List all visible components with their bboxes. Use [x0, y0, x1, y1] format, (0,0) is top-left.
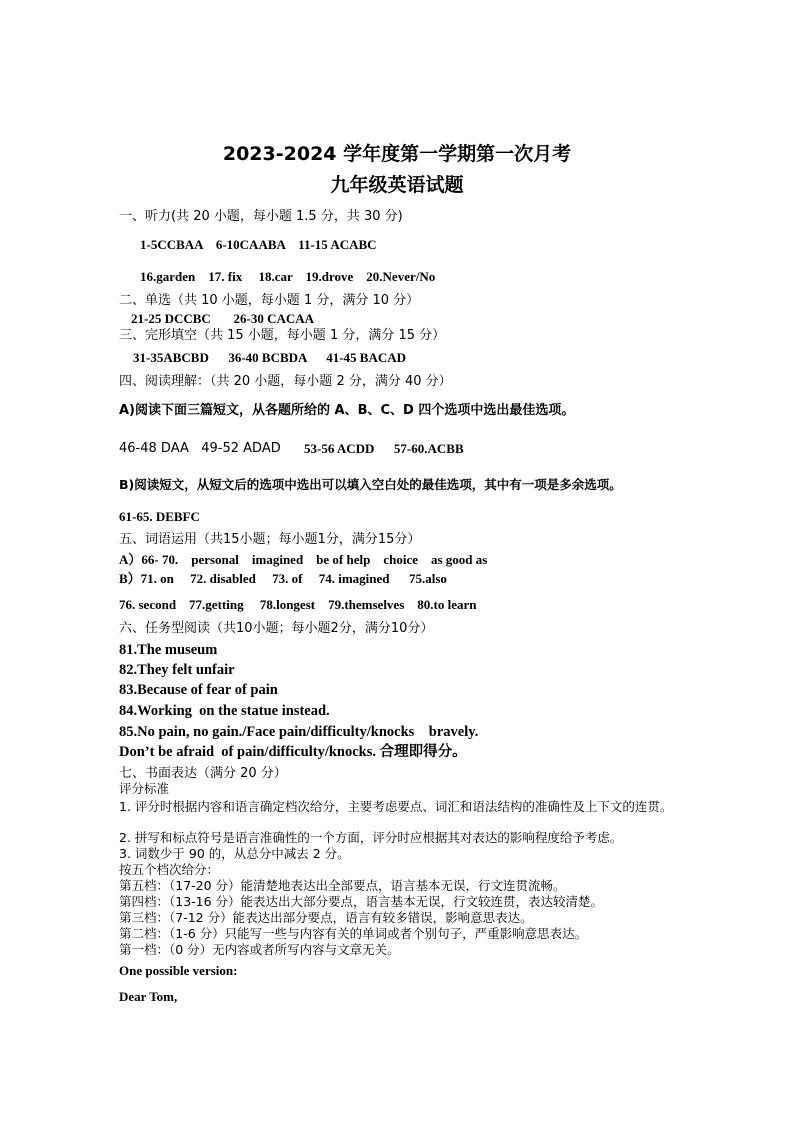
section-7-heading: 七、书面表达（满分 20 分） — [119, 766, 287, 781]
tier-2: 第二档：（1-6 分）只能写一些与内容有关的单词或者个别句子，严重影响意思表达。 — [119, 926, 588, 941]
answer-85-alt-text: Don’t be afraid of pain/difficulty/knocks. — [119, 744, 376, 760]
letter-greeting: Dear Tom, — [119, 989, 178, 1004]
tier-3: 第三档：（7-12 分）能表达出部分要点，语言有较多错误，影响意思表达。 — [119, 910, 533, 925]
scoring-rule-2: 2. 拼写和标点符号是语言准确性的一个方面，评分时应根据其对表达的影响程度给予考虑。 — [119, 830, 623, 845]
answer-85-alt — [119, 745, 467, 760]
answer-85: 85.No pain, no gain./Face pain/difficulty/knocks bravely. — [119, 724, 479, 740]
section-1-heading: 一、听力(共 20 小题，每小题 1.5 分，共 30 分) — [119, 209, 403, 224]
section-4-part-a-answers-2: 53-56 ACDD 57-60.ACBB — [304, 441, 464, 456]
section-6-heading: 六、任务型阅读（共10小题；每小题2分，满分10分） — [119, 621, 434, 636]
section-4-part-b-answers: 61-65. DEBFC — [119, 509, 200, 524]
section-1-answers-2: 16.garden 17. fix 18.car 19.drove 20.Never/No — [140, 269, 436, 284]
section-5-line-b: B）71. on 72. disabled 73. of 74. imagined 75.also — [119, 571, 447, 586]
section-1-answers-1: 1-5CCBAA 6-10CAABA 11-15 ACABC — [140, 237, 377, 252]
answer-85-note: 合理即得分。 — [379, 744, 467, 760]
scoring-rule-1: 1. 评分时根据内容和语言确定档次给分，主要考虑要点、词汇和语法结构的准确性及上下文的连贯。 — [119, 799, 673, 814]
section-4-part-b: B)阅读短文，从短文后的选项中选出可以填入空白处的最佳选项，其中有一项是多余选项。 — [119, 477, 622, 492]
tier-4: 第四档：（13-16 分）能表达出大部分要点，语言基本无误，行文较连贯，表达较清楚。 — [119, 894, 604, 909]
answer-82: 82.They felt unfair — [119, 662, 235, 678]
section-4-heading: 四、阅读理解：（共 20 小题，每小题 2 分，满分 40 分） — [119, 374, 452, 389]
section-3-answers: 31-35ABCBD 36-40 BCBDA 41-45 BACAD — [133, 350, 407, 365]
section-5-line-a: A）66- 70. personal imagined be of help choice as good as — [119, 552, 488, 567]
tier-1: 第一档：（0 分）无内容或者所写内容与文章无关。 — [119, 942, 400, 957]
section-4-part-a-answers-1: 46-48 DAA 49-52 ADAD — [119, 441, 281, 456]
possible-version-label: One possible version: — [119, 963, 238, 978]
tier-5: 第五档：（17-20 分）能清楚地表达出全部要点，语言基本无误，行文连贯流畅。 — [119, 878, 566, 893]
section-3-heading: 三、完形填空（共 15 小题，每小题 1 分，满分 15 分） — [119, 328, 446, 343]
answer-84: 84.Working on the statue instead. — [119, 703, 330, 719]
section-2-heading: 二、单选（共 10 小题，每小题 1 分，满分 10 分） — [119, 293, 420, 308]
exam-subtitle: 九年级英语试题 — [330, 174, 464, 196]
section-4-part-a: A)阅读下面三篇短文，从各题所给的 A、B、C、D 四个选项中选出最佳选项。 — [119, 403, 575, 418]
answer-83: 83.Because of fear of pain — [119, 682, 278, 698]
scoring-rule-3: 3. 词数少于 90 的，从总分中减去 2 分。 — [119, 846, 350, 861]
answer-81: 81.The museum — [119, 642, 218, 658]
section-5-line-c: 76. second 77.getting 78.longest 79.themselves 80.to learn — [119, 597, 477, 612]
section-2-answers: 21-25 DCCBC 26-30 CACAA — [131, 311, 315, 326]
section-5-heading: 五、词语运用（共15小题；每小题1分，满分15分） — [119, 532, 421, 547]
tiers-intro: 按五个档次给分： — [119, 862, 220, 877]
scoring-criteria-label: 评分标准 — [119, 781, 170, 796]
exam-title: 2023-2024 学年度第一学期第一次月考 — [222, 143, 572, 165]
